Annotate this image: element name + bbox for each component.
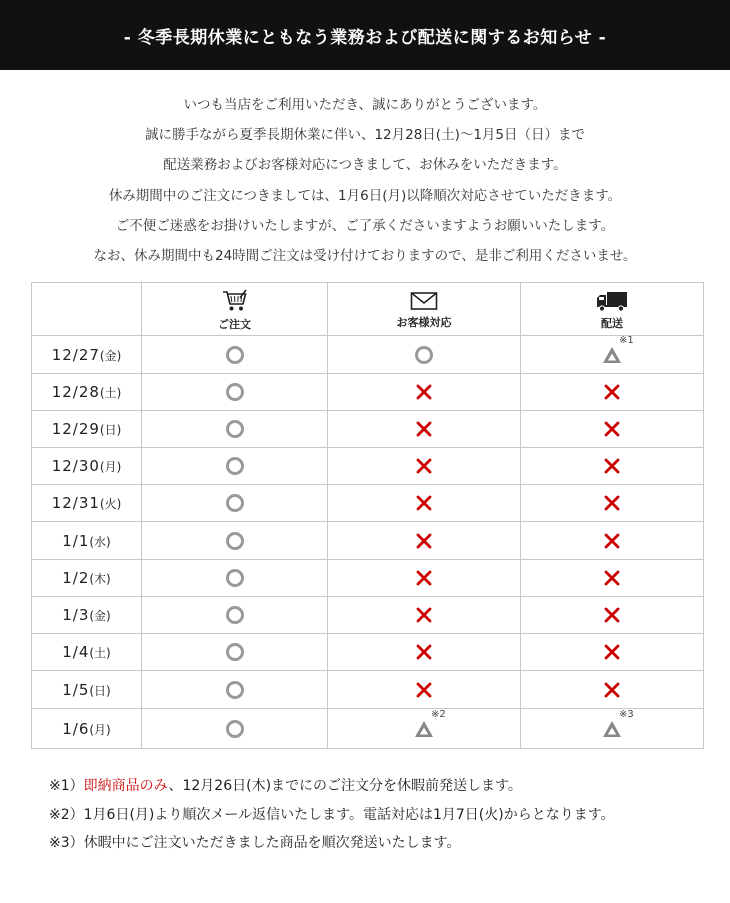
triangle-mark-icon — [601, 708, 634, 740]
intro-line: いつも当店をご利用いただき、誠にありがとうございます。 — [183, 97, 547, 113]
footnote-text: 、12月26日(木)までにのご注文分を休暇前発送します。 — [168, 778, 522, 794]
schedule-table — [31, 282, 704, 749]
footnote-text: 1月6日(月)より順次メール返信いたします。電話対応は1月7日(火)からとなります。 — [83, 806, 615, 823]
date-cell — [32, 671, 142, 709]
intro-line: ご不便ご迷惑をお掛けいたしますが、ご了承くださいますようお願いいたします。 — [115, 217, 615, 234]
shipping-cell — [521, 709, 704, 749]
weekday-label: (火) — [99, 497, 122, 511]
date-cell — [32, 560, 142, 597]
circle-mark-icon — [224, 567, 246, 589]
cross-mark-icon — [413, 530, 435, 552]
circle-mark-icon — [224, 718, 246, 740]
date-cell — [32, 485, 142, 522]
notice-banner — [0, 0, 730, 70]
circle-mark-icon — [224, 344, 246, 366]
date-cell — [32, 709, 142, 749]
cross-mark-icon — [601, 679, 623, 701]
cross-mark-icon — [601, 604, 623, 626]
table-row — [32, 336, 704, 374]
shipping-cell — [521, 634, 704, 671]
note-reference: ※2 — [431, 708, 446, 720]
circle-mark-icon — [224, 381, 246, 403]
header-order — [142, 283, 328, 336]
cross-mark-icon — [413, 492, 435, 514]
footnote-text: 休暇中にご注文いただきました商品を順次発送いたします。 — [83, 835, 461, 851]
cross-mark-icon — [601, 641, 623, 663]
table-row — [32, 560, 704, 597]
table-header-row — [32, 283, 704, 336]
footnote-mark: ※3） — [49, 835, 84, 851]
table-row — [32, 634, 704, 671]
table-row — [32, 709, 704, 749]
order-cell — [142, 522, 328, 560]
order-cell — [142, 634, 328, 671]
shipping-cell — [521, 485, 704, 522]
date-cell — [32, 374, 142, 411]
date-cell — [32, 522, 142, 560]
circle-mark-icon — [224, 418, 246, 440]
shipping-cell — [521, 448, 704, 485]
shipping-cell — [521, 336, 704, 374]
order-cell — [142, 597, 328, 634]
date-cell — [32, 411, 142, 448]
support-cell — [328, 597, 521, 634]
cross-mark-icon — [413, 641, 435, 663]
shipping-cell — [521, 597, 704, 634]
date-cell — [32, 634, 142, 671]
date-label: 12/28 — [51, 383, 100, 401]
weekday-label: (月) — [99, 460, 122, 474]
triangle-mark-icon — [601, 334, 634, 366]
header-shipping — [521, 283, 704, 336]
circle-mark-icon — [224, 492, 246, 514]
shipping-cell — [521, 671, 704, 709]
order-cell — [142, 336, 328, 374]
footnote-mark: ※1） — [49, 778, 84, 794]
order-cell — [142, 374, 328, 411]
intro-line: 休み期間中のご注文につきましては、1月6日(月)以降順次対応させていただきます。 — [108, 187, 622, 204]
intro-text — [0, 90, 730, 271]
support-cell — [328, 560, 521, 597]
circle-mark-icon — [224, 679, 246, 701]
cross-mark-icon — [413, 455, 435, 477]
date-cell — [32, 597, 142, 634]
footnote-highlight: 即納商品のみ — [83, 778, 169, 794]
date-label: 1/2 — [62, 569, 90, 587]
circle-mark-icon — [224, 604, 246, 626]
footnote-2 — [49, 801, 615, 830]
support-cell — [328, 411, 521, 448]
shipping-cell — [521, 522, 704, 560]
header-shipping-label: 配送 — [601, 316, 623, 330]
table-row — [32, 448, 704, 485]
header-support-label: お客様対応 — [396, 315, 452, 329]
order-cell — [142, 560, 328, 597]
cross-mark-icon — [413, 381, 435, 403]
footnote-3 — [49, 829, 615, 858]
table-row — [32, 485, 704, 522]
triangle-mark-icon — [413, 708, 446, 740]
note-reference: ※1 — [619, 334, 634, 346]
date-label: 12/30 — [51, 457, 100, 475]
date-label: 12/27 — [51, 345, 100, 364]
table-row — [32, 522, 704, 560]
order-cell — [142, 709, 328, 749]
date-label: 12/29 — [51, 420, 100, 438]
banner-title: - 冬季長期休業にともなう業務および配送に関するお知らせ - — [123, 27, 607, 48]
header-blank — [32, 283, 142, 336]
shopping-cart-icon — [222, 289, 248, 313]
circle-mark-icon — [413, 344, 435, 366]
footnotes — [49, 772, 615, 858]
support-cell — [328, 448, 521, 485]
weekday-label: (金) — [99, 348, 122, 363]
support-cell — [328, 671, 521, 709]
support-cell — [328, 634, 521, 671]
weekday-label: (金) — [89, 609, 111, 623]
circle-mark-icon — [224, 530, 246, 552]
cross-mark-icon — [413, 418, 435, 440]
date-label: 12/31 — [51, 494, 100, 512]
footnote-mark: ※2） — [49, 806, 84, 823]
date-label: 1/4 — [62, 643, 90, 661]
envelope-icon — [410, 291, 438, 311]
footnote-1 — [49, 772, 615, 801]
cross-mark-icon — [601, 381, 623, 403]
circle-mark-icon — [224, 641, 246, 663]
note-reference: ※3 — [619, 708, 634, 720]
support-cell — [328, 485, 521, 522]
intro-line: 配送業務およびお客様対応につきまして、お休みをいただきます。 — [163, 157, 567, 174]
table-row — [32, 671, 704, 709]
weekday-label: (木) — [89, 572, 111, 586]
order-cell — [142, 411, 328, 448]
weekday-label: (日) — [89, 683, 111, 698]
date-cell — [32, 448, 142, 485]
order-cell — [142, 448, 328, 485]
order-cell — [142, 485, 328, 522]
weekday-label: (土) — [89, 646, 111, 660]
weekday-label: (土) — [99, 386, 122, 400]
support-cell — [328, 709, 521, 749]
shipping-cell — [521, 374, 704, 411]
weekday-label: (月) — [89, 722, 111, 737]
cross-mark-icon — [413, 567, 435, 589]
cross-mark-icon — [601, 455, 623, 477]
shipping-cell — [521, 411, 704, 448]
weekday-label: (水) — [89, 534, 111, 549]
support-cell — [328, 336, 521, 374]
intro-line: 誠に勝手ながら夏季長期休業に伴い、12月28日(土)〜1月5日（日）まで — [144, 127, 586, 144]
cross-mark-icon — [601, 567, 623, 589]
cross-mark-icon — [601, 530, 623, 552]
header-support — [328, 283, 521, 336]
date-label: 1/3 — [62, 606, 90, 624]
date-cell — [32, 336, 142, 374]
order-cell — [142, 671, 328, 709]
support-cell — [328, 374, 521, 411]
table-row — [32, 411, 704, 448]
delivery-truck-icon — [596, 290, 628, 312]
date-label: 1/5 — [62, 680, 90, 699]
weekday-label: (日) — [99, 423, 122, 437]
date-label: 1/6 — [62, 719, 90, 738]
header-order-label: ご注文 — [218, 317, 251, 331]
date-label: 1/1 — [62, 531, 90, 550]
circle-mark-icon — [224, 455, 246, 477]
intro-line: なお、休み期間中も24時間ご注文は受け付けておりますので、是非ご利用くださいませ。 — [93, 247, 637, 264]
support-cell — [328, 522, 521, 560]
shipping-cell — [521, 560, 704, 597]
table-row — [32, 597, 704, 634]
cross-mark-icon — [601, 418, 623, 440]
cross-mark-icon — [601, 492, 623, 514]
cross-mark-icon — [413, 604, 435, 626]
table-row — [32, 374, 704, 411]
cross-mark-icon — [413, 679, 435, 701]
